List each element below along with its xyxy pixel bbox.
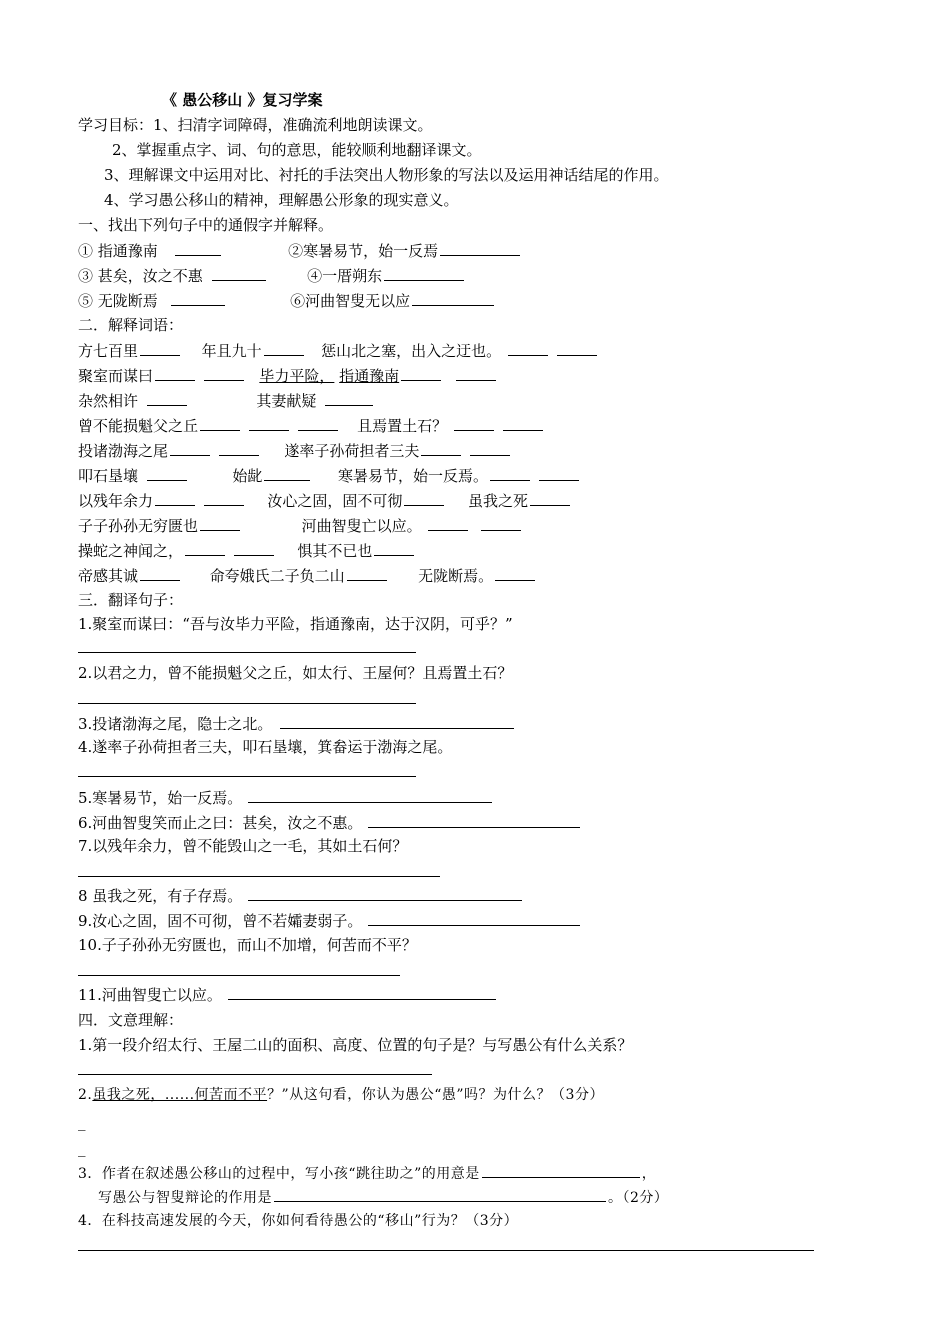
answer-blank[interactable] xyxy=(440,240,520,256)
term: 杂然相许 xyxy=(78,392,139,410)
s2-row-9 xyxy=(78,540,416,562)
answer-blank[interactable] xyxy=(170,440,210,456)
s2-row-3 xyxy=(78,390,375,412)
s2-row-4 xyxy=(78,415,545,437)
term: 以残年余力 xyxy=(78,492,154,510)
answer-blank[interactable] xyxy=(428,515,468,531)
term: 毕力平险， xyxy=(259,367,335,385)
answer-blank[interactable] xyxy=(200,515,240,531)
answer-blank[interactable] xyxy=(481,515,521,531)
s2-row-1 xyxy=(78,340,599,362)
answer-blank[interactable] xyxy=(347,565,387,581)
term: 虽我之死 xyxy=(467,492,528,510)
page-title: 《 愚公移山 》复习学案 xyxy=(162,91,323,109)
q2-quote: 虽我之死，......何苦而不平 xyxy=(92,1087,268,1103)
section-2-heading: 二．解释词语： xyxy=(78,316,184,334)
answer-blank[interactable] xyxy=(298,415,338,431)
term: 年且九十 xyxy=(201,342,262,360)
translate-q1: 1.聚室而谋曰：“吾与汝毕力平险，指通豫南，达于汉阴，可乎？” xyxy=(78,615,513,633)
term: 其妻献疑 xyxy=(256,392,317,410)
section-4-heading: 四．文意理解： xyxy=(78,1011,184,1029)
answer-blank[interactable] xyxy=(248,787,492,803)
translate-q4: 4.遂率子孙荷担者三夫，叩石垦壤，箕畚运于渤海之尾。 xyxy=(78,738,453,756)
answer-blank[interactable] xyxy=(412,290,494,306)
answer-blank[interactable] xyxy=(495,565,535,581)
answer-blank[interactable] xyxy=(264,340,304,356)
answer-blank[interactable] xyxy=(147,390,187,406)
term: 指通豫南 xyxy=(339,367,400,385)
translate-q9: 9.汝心之固，固不可彻，曾不若孀妻弱子。 xyxy=(78,912,363,930)
answer-line[interactable] xyxy=(78,1250,814,1251)
goal-2: 2、掌握重点字、词、句的意思，能较顺利地翻译课文。 xyxy=(112,141,482,159)
q2-question: ？”从这句看，你认为愚公“愚”吗？为什么？（3分） xyxy=(267,1087,604,1103)
term: 河曲智叟亡以应。 xyxy=(301,517,422,535)
answer-line[interactable] xyxy=(78,703,416,704)
term: 惧其不已也 xyxy=(297,542,373,560)
answer-blank[interactable] xyxy=(482,1162,640,1178)
answer-blank[interactable] xyxy=(401,365,441,381)
translate-q8-row xyxy=(78,885,524,907)
answer-blank[interactable] xyxy=(325,390,373,406)
goal-1: 学习目标：1、扫清字词障碍，准确流利地朗读课文。 xyxy=(78,116,433,134)
term: 始龀 xyxy=(232,467,263,485)
answer-line[interactable] xyxy=(78,776,416,777)
goal-4: 4、学习愚公移山的精神，理解愚公形象的现实意义。 xyxy=(104,191,459,209)
answer-blank[interactable] xyxy=(248,885,522,901)
s1-item-3: ③ 甚矣，汝之不惠 xyxy=(78,267,203,285)
term: 叩石垦壤 xyxy=(78,467,139,485)
answer-blank[interactable] xyxy=(530,490,570,506)
s1-item-6: ⑥河曲智叟无以应 xyxy=(290,292,411,310)
answer-blank[interactable] xyxy=(470,440,510,456)
translate-q9-row xyxy=(78,910,582,932)
answer-blank[interactable] xyxy=(368,812,580,828)
answer-blank[interactable] xyxy=(508,340,548,356)
term: 且焉置土石？ xyxy=(357,417,448,435)
term: 方七百里 xyxy=(78,342,139,360)
goal-3: 3、理解课文中运用对比、衬托的手法突出人物形象的写法以及运用神话结尾的作用。 xyxy=(104,166,669,184)
s1-item-4: ④一厝朔东 xyxy=(307,267,383,285)
translate-q5: 5.寒暑易节，始一反焉。 xyxy=(78,789,243,807)
term: 遂率子孙荷担者三夫 xyxy=(284,442,420,460)
answer-blank[interactable] xyxy=(147,465,187,481)
s2-row-2 xyxy=(78,365,498,387)
answer-blank[interactable] xyxy=(454,415,494,431)
answer-blank[interactable] xyxy=(140,340,180,356)
answer-blank[interactable] xyxy=(280,713,514,729)
answer-blank[interactable] xyxy=(384,265,464,281)
answer-blank[interactable] xyxy=(456,365,496,381)
s2-row-5 xyxy=(78,440,512,462)
translate-q6: 6.河曲智叟笑而止之曰：甚矣，汝之不惠。 xyxy=(78,814,363,832)
q3b-end: 。（2分） xyxy=(608,1190,669,1206)
term: 投诸渤海之尾 xyxy=(78,442,169,460)
answer-line[interactable] xyxy=(78,652,416,653)
s1-row-1 xyxy=(78,240,522,262)
answer-blank[interactable] xyxy=(421,440,461,456)
answer-blank[interactable] xyxy=(503,415,543,431)
q2-number: 2. xyxy=(78,1087,93,1103)
s1-item-1: ① 指通豫南 xyxy=(78,242,158,260)
term: 子子孙孙无穷匮也 xyxy=(78,517,199,535)
translate-q10: 10.子子孙孙无穷匮也，而山不加增，何苦而不平？ xyxy=(78,936,417,954)
s2-row-8 xyxy=(78,515,523,537)
term: 无陇断焉。 xyxy=(418,567,494,585)
term: 惩山北之塞，出入之迂也。 xyxy=(321,342,502,360)
answer-blank[interactable] xyxy=(175,240,221,256)
s2-row-10 xyxy=(78,565,537,587)
s1-item-5: ⑤ 无陇断焉 xyxy=(78,292,158,310)
term: 曾不能损魁父之丘 xyxy=(78,417,199,435)
term: 汝心之固，固不可彻 xyxy=(267,492,403,510)
answer-blank[interactable] xyxy=(185,540,225,556)
section-1-heading: 一、找出下列句子中的通假字并解释。 xyxy=(78,216,334,234)
answer-blank[interactable] xyxy=(539,465,579,481)
answer-blank[interactable] xyxy=(274,1186,606,1202)
s2-row-6 xyxy=(78,465,581,487)
q3b-text: 写愚公与智叟辩论的作用是 xyxy=(98,1190,272,1206)
answer-blank[interactable] xyxy=(404,490,444,506)
answer-blank[interactable] xyxy=(140,565,180,581)
term: 寒暑易节，始一反焉。 xyxy=(337,467,488,485)
dash-mark: _ xyxy=(78,1139,86,1157)
answer-blank[interactable] xyxy=(155,365,195,381)
term: 命夸娥氏二子负二山 xyxy=(209,567,345,585)
answer-blank[interactable] xyxy=(264,465,310,481)
answer-blank[interactable] xyxy=(171,290,225,306)
translate-q7: 7.以残年余力，曾不能毁山之一毛，其如土石何？ xyxy=(78,837,408,855)
translate-q8: 8 虽我之死，有子存焉。 xyxy=(78,887,243,905)
answer-blank[interactable] xyxy=(200,415,240,431)
q3a-end: ， xyxy=(641,1166,657,1182)
term: 聚室而谋曰 xyxy=(78,367,154,385)
answer-blank[interactable] xyxy=(212,265,266,281)
s1-item-2: ②寒暑易节，始一反焉 xyxy=(288,242,439,260)
answer-blank[interactable] xyxy=(374,540,414,556)
answer-line[interactable] xyxy=(78,1074,432,1075)
q3a-text: 3．作者在叙述愚公移山的过程中，写小孩“跳往助之”的用意是 xyxy=(78,1166,480,1182)
term: 帝感其诚 xyxy=(78,567,139,585)
section-3-heading: 三．翻译句子： xyxy=(78,591,184,609)
translate-q3-row xyxy=(78,713,516,735)
s1-row-3 xyxy=(78,290,496,312)
translate-q3: 3.投诸渤海之尾，隐士之北。 xyxy=(78,715,273,733)
comprehension-q1: 1.第一段介绍太行、王屋二山的面积、高度、位置的句子是？与写愚公有什么关系？ xyxy=(78,1036,633,1054)
s2-row-7 xyxy=(78,490,572,512)
translate-q6-row xyxy=(78,812,582,834)
comprehension-q2 xyxy=(78,1085,604,1107)
answer-blank[interactable] xyxy=(204,365,244,381)
answer-blank[interactable] xyxy=(490,465,530,481)
answer-line[interactable] xyxy=(78,876,440,877)
dash-mark: _ xyxy=(78,1113,86,1131)
answer-blank[interactable] xyxy=(557,340,597,356)
term: 操蛇之神闻之， xyxy=(78,542,184,560)
answer-line[interactable] xyxy=(78,975,400,976)
s1-row-2 xyxy=(78,265,466,287)
comprehension-q4: 4．在科技高速发展的今天，你如何看待愚公的“移山”行为？（3分） xyxy=(78,1213,519,1229)
translate-q11: 11.河曲智叟亡以应。 xyxy=(78,986,222,1004)
comprehension-q3b xyxy=(98,1186,668,1208)
answer-blank[interactable] xyxy=(219,440,259,456)
comprehension-q3a xyxy=(78,1162,656,1184)
translate-q5-row xyxy=(78,787,494,809)
answer-blank[interactable] xyxy=(368,910,580,926)
answer-blank[interactable] xyxy=(228,984,496,1000)
translate-q11-row xyxy=(78,984,498,1006)
answer-blank[interactable] xyxy=(204,490,244,506)
answer-blank[interactable] xyxy=(234,540,274,556)
answer-blank[interactable] xyxy=(249,415,289,431)
answer-blank[interactable] xyxy=(155,490,195,506)
translate-q2: 2.以君之力，曾不能损魁父之丘，如太行、王屋何？且焉置土石？ xyxy=(78,664,513,682)
